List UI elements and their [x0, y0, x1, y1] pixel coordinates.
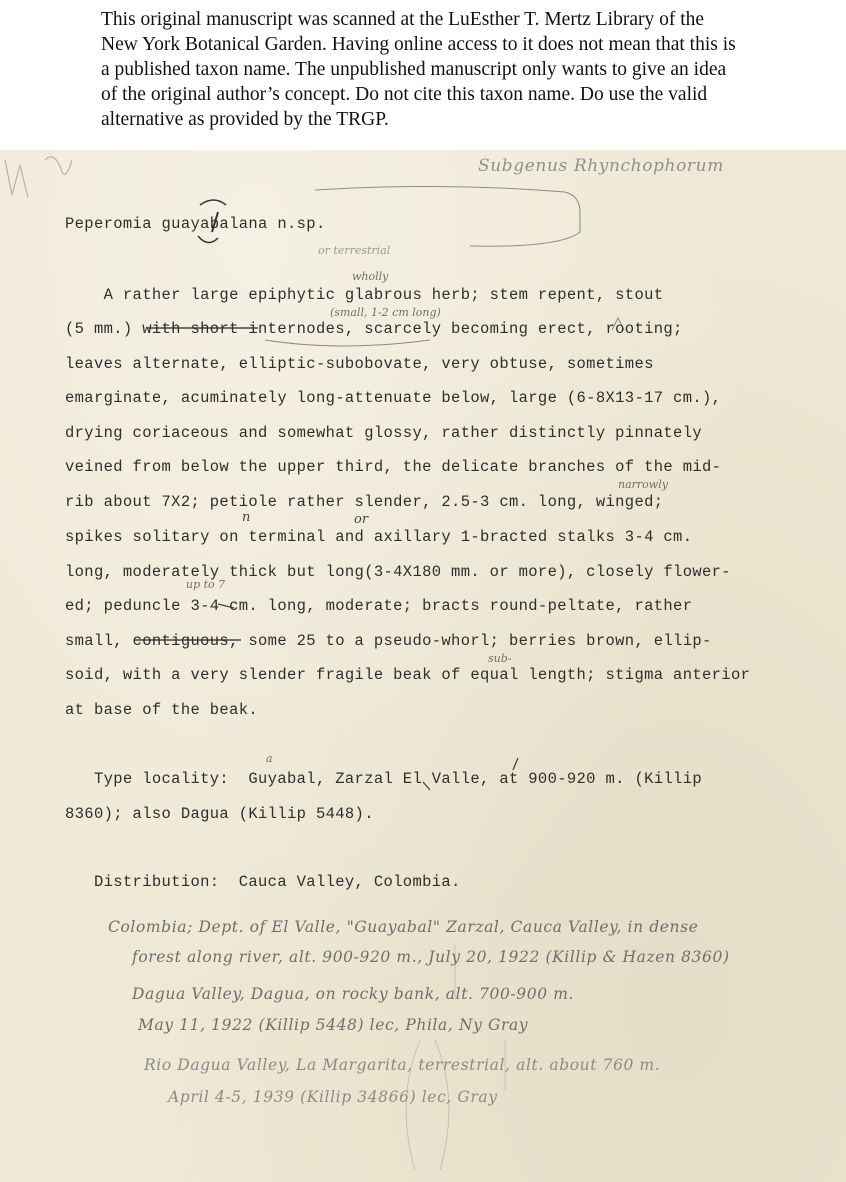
description-line: spikes solitary on terminal and axillary 1-bracted stalks 3-4 cm.	[65, 528, 693, 546]
subgenus-note: Subgenus Rhynchophorum	[478, 156, 724, 176]
specimen-line: April 4-5, 1939 (Killip 34866) lec, Gray	[168, 1088, 498, 1106]
annotation-a: a	[266, 752, 273, 765]
description-line: A rather large epiphytic glabrous herb; stem repent, stout	[65, 286, 664, 304]
description-line: (5 mm.) with short internodes, scarcely becoming erect, rooting;	[65, 320, 683, 338]
specimen-line: Rio Dagua Valley, La Margarita, terrestrial, alt. about 760 m.	[144, 1056, 661, 1074]
annotation-sub: sub-	[488, 652, 512, 665]
species-title: Peperomia guayabalana n.sp.	[65, 215, 326, 233]
specimen-line: Colombia; Dept. of El Valle, "Guayabal" Zarzal, Cauca Valley, in dense	[108, 918, 699, 936]
description-line: long, moderately thick but long(3-4X180 mm. or more), closely flower-	[65, 563, 731, 581]
specimen-line: May 11, 1922 (Killip 5448) lec, Phila, Ny Gray	[138, 1016, 529, 1034]
description-line: small, contiguous, some 25 to a pseudo-whorl; berries brown, ellip-	[65, 632, 712, 650]
type-locality-line: 8360); also Dagua (Killip 5448).	[65, 805, 374, 823]
annotation-wholly: wholly	[352, 270, 389, 283]
disclaimer-text: This original manuscript was scanned at the LuEsther T. Mertz Library of the New York Botanical Garden. Having online access to it does not mean that this is a published taxon name. The unpublished manuscript only wants to give an idea of the original author’s concept. Do not cite this taxon name. Do use the valid alternative as provided by the TRGP.	[101, 9, 736, 130]
specimen-line: Dagua Valley, Dagua, on rocky bank, alt. 700-900 m.	[132, 985, 575, 1003]
type-locality-line: Type locality: Guyabal, Zarzal El Valle, at 900-920 m. (Killip	[65, 770, 702, 788]
annotation-n: n	[242, 510, 251, 525]
description-line: ed; peduncle 3-4 cm. long, moderate; bracts round-peltate, rather	[65, 597, 693, 615]
description-line: rib about 7X2; petiole rather slender, 2.5-3 cm. long, winged;	[65, 493, 664, 511]
description-line: at base of the beak.	[65, 701, 259, 719]
annotation-terrestrial: or terrestrial	[318, 244, 391, 257]
annotation-or: or	[354, 512, 369, 527]
description-line: drying coriaceous and somewhat glossy, rather distinctly pinnately	[65, 424, 702, 442]
description-line: soid, with a very slender fragile beak of equal length; stigma anterior	[65, 666, 751, 684]
annotation-narrowly: narrowly	[618, 478, 668, 491]
description-line: veined from below the upper third, the delicate branches of the mid-	[65, 458, 722, 476]
annotation-up-to: up to 7	[186, 578, 226, 591]
distribution-line: Distribution: Cauca Valley, Colombia.	[65, 873, 461, 891]
annotation-internode: (small, 1-2 cm long)	[330, 306, 441, 319]
specimen-line: forest along river, alt. 900-920 m., July 20, 1922 (Killip & Hazen 8360)	[132, 948, 730, 966]
description-line: leaves alternate, elliptic-subobovate, very obtuse, sometimes	[65, 355, 654, 373]
description-line: emarginate, acuminately long-attenuate below, large (6-8X13-17 cm.),	[65, 389, 722, 407]
